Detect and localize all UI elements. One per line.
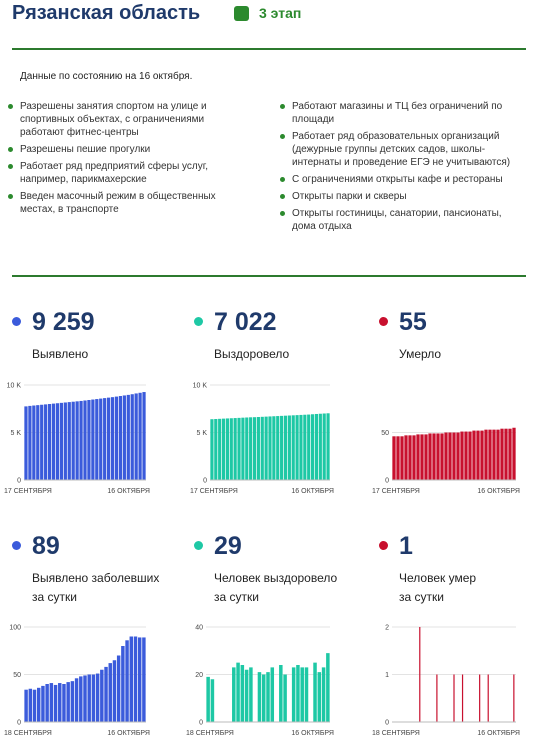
stat-label: Выявлено заболевших (32, 571, 160, 585)
chart-bar (479, 675, 480, 723)
measure-text: Работают магазины и ТЦ без ограничений по площади (292, 101, 503, 125)
stat-label: за сутки (32, 590, 77, 604)
stat-label: за сутки (214, 590, 259, 604)
stat-label: Выявлено (32, 347, 89, 361)
chart-bar (513, 675, 514, 723)
measure-text: С ограничениями открыты кафе и рестораны (292, 174, 503, 185)
stat-number: 55 (399, 308, 427, 336)
stat-number: 1 (399, 532, 413, 560)
y-tick-label: 40 (195, 624, 203, 632)
stat-label: Человек умер (399, 571, 477, 585)
chart-bar (453, 675, 454, 723)
stat-number: 7 022 (214, 308, 277, 336)
region-title: Рязанская область (12, 2, 201, 24)
stat-label: Выздоровело (214, 347, 290, 361)
x-start-label: 17 СЕНТЯБРЯ (4, 488, 52, 495)
chart-bar (488, 675, 489, 723)
measure-text: Открыты парки и скверы (292, 191, 407, 202)
x-start-label: 18 СЕНТЯБРЯ (4, 730, 52, 737)
y-tick-label: 1 (385, 672, 389, 679)
x-end-label: 16 ОКТЯБРЯ (291, 488, 334, 495)
measure-text: Работает ряд образовательных организаций (дежурные группы детских садов, школы-интернаты и проведение ЕГЭ не учитываются) (292, 131, 511, 168)
chart-bar (462, 675, 463, 723)
x-start-label: 18 СЕНТЯБРЯ (186, 730, 234, 737)
x-end-label: 16 ОКТЯБРЯ (291, 730, 334, 737)
y-tick-label: 0 (203, 477, 207, 485)
y-tick-label: 0 (17, 477, 21, 485)
chart-bar (436, 675, 437, 723)
data-date-note: Данные по состоянию на 16 октября. (20, 71, 193, 82)
stat-number: 9 259 (32, 308, 95, 336)
measure-text: Открыты гостиницы, санатории, пансионаты, дома отдыха (292, 208, 502, 232)
stat-label: Человек выздоровело (214, 571, 338, 585)
stat-number: 29 (214, 532, 242, 560)
y-tick-label: 5 K (10, 430, 21, 437)
y-tick-label: 0 (385, 719, 389, 727)
y-tick-label: 50 (381, 430, 389, 437)
x-start-label: 18 СЕНТЯБРЯ (372, 730, 420, 737)
stat-label: Умерло (399, 347, 442, 361)
y-tick-label: 10 K (192, 382, 207, 390)
y-tick-label: 0 (17, 719, 21, 727)
x-end-label: 16 ОКТЯБРЯ (107, 488, 150, 495)
y-tick-label: 5 K (196, 430, 207, 437)
x-end-label: 16 ОКТЯБРЯ (477, 730, 520, 737)
measure-text: Введен масочный режим в общественных местах, в транспорте (20, 191, 216, 215)
x-end-label: 16 ОКТЯБРЯ (477, 488, 520, 495)
y-tick-label: 20 (195, 672, 203, 679)
stat-number: 89 (32, 532, 60, 560)
stage-label: 3 этап (259, 5, 302, 21)
measure-text: Разрешены пешие прогулки (20, 144, 151, 155)
y-tick-label: 0 (199, 719, 203, 727)
chart-bar (419, 627, 420, 722)
y-tick-label: 50 (13, 672, 21, 679)
y-tick-label: 2 (385, 624, 389, 632)
y-tick-label: 100 (9, 624, 21, 632)
y-tick-label: 0 (385, 477, 389, 485)
x-start-label: 17 СЕНТЯБРЯ (372, 488, 420, 495)
measure-text: Работает ряд предприятий сферы услуг, например, парикмахерские (20, 161, 208, 185)
x-start-label: 17 СЕНТЯБРЯ (190, 488, 238, 495)
y-tick-label: 10 K (6, 382, 21, 390)
stat-label: за сутки (399, 590, 444, 604)
measure-text: Разрешены занятия спортом на улице и спортивных объектах, с ограничениями работают фитнес-центры (20, 101, 207, 138)
x-end-label: 16 ОКТЯБРЯ (107, 730, 150, 737)
